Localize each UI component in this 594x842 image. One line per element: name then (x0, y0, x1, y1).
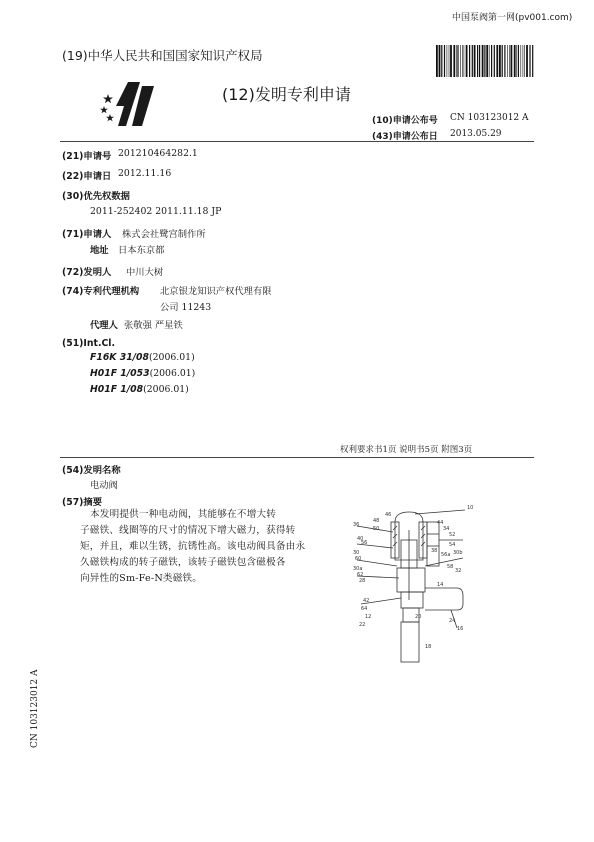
header-rule (60, 141, 534, 142)
figure-reference-label: 28 (359, 578, 366, 584)
page-count-info: 权利要求书1页 说明书5页 附图3页 (340, 445, 473, 455)
figure-reference-label: 54 (449, 542, 456, 548)
publication-date-label: (43)申请公布日 (372, 132, 438, 142)
agent-value: 张敬强 严星铁 (124, 320, 183, 331)
abstract-line: 向异性的Sm-Fe-N类磁铁。 (80, 573, 203, 584)
figure-reference-label: 56 (361, 540, 368, 546)
abstract-line: 本发明提供一种电动阀，其能够在不增大转 (90, 509, 277, 520)
invention-title-label: (54)发明名称 (62, 465, 121, 476)
patent-office-heading: (19)中华人民共和国国家知识产权局 (62, 48, 263, 63)
figure-reference-label: 62 (357, 572, 364, 578)
figure-reference-label: 18 (425, 644, 432, 650)
figure-reference-label: 48 (373, 518, 380, 524)
figure-reference-label: 30a (353, 566, 363, 572)
figure-reference-label: 34 (443, 526, 450, 532)
figure-reference-label: 36 (353, 522, 360, 528)
figure-reference-label: 30 (353, 550, 360, 556)
priority-data-label: (30)优先权数据 (62, 191, 130, 202)
figure-reference-label: 40 (357, 536, 364, 542)
publication-number-value: CN 103123012 A (450, 113, 529, 123)
address-label: 地址 (90, 245, 109, 256)
agent-label: 代理人 (90, 320, 118, 331)
document-type-title: (12)发明专利申请 (222, 85, 351, 104)
agency-label: (74)专利代理机构 (62, 286, 140, 297)
figure-reference-label: 38 (431, 548, 438, 554)
side-publication-number: CN 103123012 A (30, 669, 40, 748)
abstract-line: 子磁铁、线圈等的尺寸的情况下增大磁力，获得转 (80, 525, 296, 536)
publication-date-value: 2013.05.29 (450, 129, 502, 139)
address-value: 日本东京都 (118, 245, 165, 256)
inventor-value: 中川大树 (126, 267, 164, 278)
int-cl-item: F16K 31/08(2006.01) (90, 352, 195, 363)
barcode (436, 45, 535, 77)
figure-reference-label: 20 (415, 614, 422, 620)
figure-reference-label: 16 (457, 626, 464, 632)
application-date-label: (22)申请日 (62, 171, 112, 182)
figure-reference-label: 30b (453, 550, 463, 556)
int-cl-item: H01F 1/08(2006.01) (90, 384, 189, 395)
figure-reference-label: 24 (449, 618, 456, 624)
figure-reference-label: 44 (437, 520, 444, 526)
electric-valve-drawing (345, 500, 495, 670)
int-cl-item: H01F 1/053(2006.01) (90, 368, 196, 379)
applicant-value: 株式会社鹭宫制作所 (122, 229, 206, 240)
figure-reference-label: 52 (449, 532, 456, 538)
publication-number-label: (10)申请公布号 (372, 116, 438, 126)
figure-reference-label: 56a (441, 552, 451, 558)
abstract-rule (60, 457, 534, 458)
abstract-line: 矩，并且，难以生锈，抗锈性高。该电动阀具备由永 (80, 541, 306, 552)
figure-reference-label: 32 (455, 568, 462, 574)
figure-reference-label: 10 (467, 505, 474, 511)
cnipa-emblem-icon (98, 76, 158, 132)
figure-reference-label: 14 (437, 582, 444, 588)
source-watermark: 中国泵阀第一网(pv001.com) (452, 13, 573, 23)
applicant-label: (71)申请人 (62, 229, 112, 240)
priority-data-value: 2011-252402 2011.11.18 JP (90, 206, 222, 217)
invention-title-value: 电动阀 (90, 480, 118, 491)
application-number-value: 201210464282.1 (118, 148, 198, 159)
figure-reference-label: 64 (361, 606, 368, 612)
agency-value-line2: 公司 11243 (160, 302, 212, 313)
figure-reference-label: 22 (359, 622, 366, 628)
figure-reference-label: 58 (447, 564, 454, 570)
figure-reference-label: 60 (355, 556, 362, 562)
figure-reference-label: 12 (365, 614, 372, 620)
agency-value: 北京银龙知识产权代理有限 (160, 286, 272, 297)
figure-reference-label: 42 (363, 598, 370, 604)
abstract-line: 久磁铁构成的转子磁铁，该转子磁铁包含磁极各 (80, 557, 286, 568)
figure-reference-label: 50 (373, 526, 380, 532)
inventor-label: (72)发明人 (62, 267, 112, 278)
figure-reference-label: 46 (385, 512, 392, 518)
application-number-label: (21)申请号 (62, 151, 112, 162)
application-date-value: 2012.11.16 (118, 168, 172, 179)
int-cl-label: (51)Int.Cl. (62, 338, 116, 349)
abstract-label: (57)摘要 (62, 497, 103, 508)
